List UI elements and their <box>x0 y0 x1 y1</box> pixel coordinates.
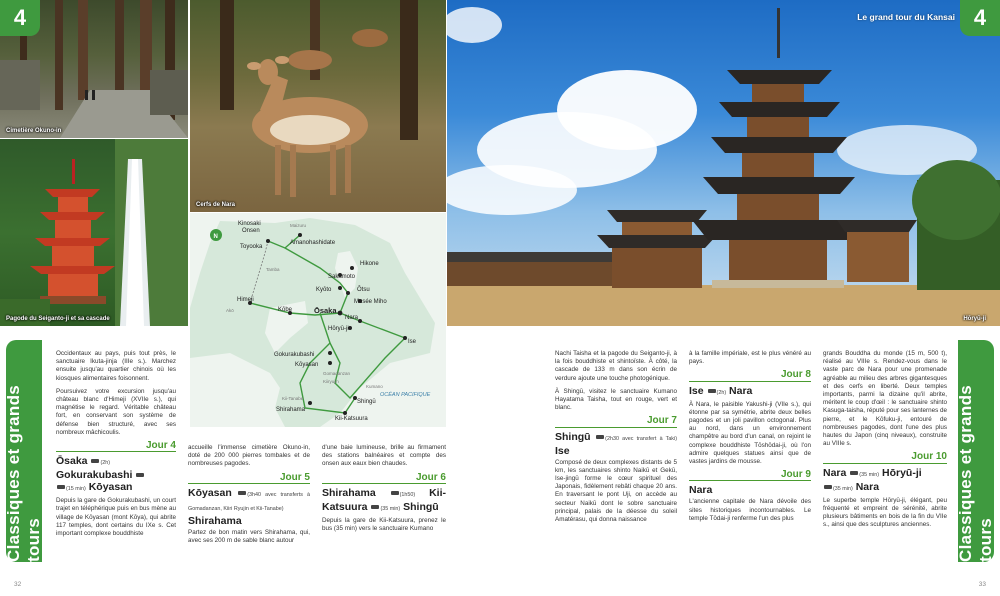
horyuji-illustration <box>447 0 1000 326</box>
paragraph: d'une baie lumineuse, brille au firmament des stations balnéaires et compte des onsen aux eaux bien chaudes. <box>322 444 446 468</box>
paragraph: accueille l'immense cimetière Okuno-in, doté de 200 000 pierres tombales et de nombreuses pagodes. <box>188 444 310 468</box>
page-number-right: 33 <box>978 581 986 588</box>
place-ise: Ise <box>555 444 570 457</box>
duration: (2h30 avec transfert à Taki) <box>605 435 677 442</box>
map-label-ocean: OCÉAN PACIFIQUE <box>380 392 431 398</box>
duration: (1h50) <box>399 491 416 498</box>
paragraph: À Shingū, visitez le sanctuaire Kumano Hayatama Taisha, tout en rouge, vert et blanc. <box>555 387 677 412</box>
map-label-sakamoto: Sakamoto <box>328 274 356 280</box>
photo-pagoda <box>0 139 188 326</box>
deer-illustration <box>190 0 446 212</box>
text-column-5 <box>689 350 811 528</box>
map-label-shirahama: Shirahama <box>276 407 306 413</box>
bus-icon <box>238 491 246 495</box>
place-koyasan: Kōyasan <box>88 481 133 494</box>
place-koyasan: Kōyasan <box>188 486 232 499</box>
day-8-heading: Jour 8 <box>689 371 811 381</box>
place-horyuji: Hōryū-ji <box>881 466 922 479</box>
bus-icon <box>57 485 65 489</box>
day-6-heading: Jour 6 <box>322 474 446 484</box>
bus-icon <box>850 471 858 475</box>
duration: (35 min) <box>380 505 401 512</box>
place-nara: Nara <box>689 484 713 497</box>
map-label-kiikatsuura: Kii-Katsuura <box>335 416 368 422</box>
map-label-kinosaki: Kinosaki <box>238 221 261 227</box>
map-label-toyooka: Toyooka <box>240 244 263 250</box>
chapter-number-left: 4 <box>13 5 27 30</box>
side-title-left <box>6 340 42 562</box>
photo-deer <box>190 0 446 212</box>
map-label-kumano: Kumano <box>366 384 383 389</box>
bus-icon <box>824 485 832 489</box>
place-shingu: Shingū <box>403 500 439 513</box>
text-column-2 <box>188 444 310 550</box>
place-ise: Ise <box>689 384 704 397</box>
svg-text:N: N <box>213 234 218 240</box>
text-column-3 <box>322 444 446 538</box>
place-osaka: Ōsaka <box>56 455 88 468</box>
side-title-right-text: Classiques et grands tours <box>956 384 995 562</box>
page-number-left: 32 <box>14 581 22 588</box>
map-label-otsu: Ōtsu <box>357 287 370 293</box>
map-label-shingu: Shingū <box>357 399 376 405</box>
map-svg <box>190 213 446 427</box>
map-label-koyasan: Kōyasan <box>295 362 319 368</box>
place-nara: Nara <box>729 384 753 397</box>
duration: (15 min) <box>66 486 86 493</box>
caption-horyuji: Hōryū-ji <box>963 316 986 322</box>
map-label-onsen: Onsen <box>242 228 260 234</box>
map-label-horyuji: Hōryū-ji <box>328 326 349 332</box>
place-shingu: Shingū <box>555 430 591 443</box>
bus-icon <box>91 459 99 463</box>
text-column-4 <box>555 350 677 529</box>
duration: (2h) <box>716 389 727 396</box>
place-shirahama: Shirahama <box>322 486 376 499</box>
bus-icon <box>596 435 604 439</box>
map-label-tamba: Tamba <box>266 267 280 272</box>
bus-icon <box>708 389 716 393</box>
place-kiikatsuura: Kii-Katsuura <box>322 486 446 513</box>
map-label-gomadanzan: Gomadanzan <box>323 371 351 376</box>
paragraph: Composé de deux complexes distants de 5 km, les sanctuaires shinto Naikū et Gekū, Ise-jingū forme le cœur spirituel des Japonais, fidèlement rebâti chaque 20 ans. En traversant le pont Uji, on accède au secteur Naikū dont le sobre sanctuaire principal, palais de la déesse du soleil Amatérasu, qui donna naissance <box>555 458 677 524</box>
bus-icon <box>371 505 379 509</box>
pagoda-illustration <box>0 139 188 326</box>
map-label-kobe: Kōbe <box>278 307 293 313</box>
map-label-himeji: Himeji <box>237 297 254 303</box>
place-nara: Nara <box>855 480 880 493</box>
paragraph: Depuis la gare de Kii-Katsuura, prenez le bus (35 min) vers le sanctuaire Kumano <box>322 516 446 533</box>
duration: (2h) <box>100 460 111 467</box>
kansai-map <box>190 213 446 427</box>
header-title: Le grand tour du Kansai <box>857 12 955 22</box>
day-7-heading: Jour 7 <box>555 417 677 427</box>
paragraph: Occidentaux au pays, puis tout près, le sanctuaire Ikuta-jinja (IIIe s.). Marchez ensuite jusqu'au quartier chinois où les kiosques alimentaires foisonnent. <box>56 350 176 382</box>
paragraph: Depuis la gare de Gokurakubashi, un court trajet en téléphérique puis en bus mène au village de Kōyasan (mont Kōya), qui abrite 117 temples, dont certains du IXe s. Cet important complexe bouddhiste <box>56 497 176 538</box>
map-label-amanohashidate: Amanohashidate <box>290 240 336 246</box>
place-gokurakubashi: Gokurakubashi <box>56 469 133 482</box>
map-label-ako: Akō <box>226 308 234 313</box>
side-title-right <box>958 340 994 562</box>
duration: (3h40 avec transferts à Gomadanzan, Kiiri Ryujin et Kii-Tanabe) <box>188 491 311 512</box>
text-column-6 <box>823 350 947 534</box>
caption-deer: Cerfs de Nara <box>196 202 236 208</box>
place-shirahama: Shirahama <box>188 514 242 527</box>
side-title-left-text: Classiques et grands tours <box>4 384 43 562</box>
map-label-gokurakubashi: Gokurakubashi <box>274 352 315 358</box>
day-4-heading: Jour 4 <box>56 442 176 452</box>
chapter-tab-left <box>0 0 40 36</box>
paragraph: À Nara, le paisible Yakushi-ji (VIIe s.), qui étonne par sa symétrie, abrite deux belles pagodes et un joli pavillon octogonal. Plus au nord, dans un environnement champêtre au bord d'un canal, on rejoint le complexe bouddhiste Tōshōdai-ji, où l'on admire quelques statues ainsi que de vastes jardins de mousse. <box>689 400 811 466</box>
map-label-kitanabe: Kii-Tanabe <box>282 396 304 401</box>
paragraph: L'ancienne capitale de Nara dévoile des sites historiques incontournables. Le temple Tōdai-ji renferme l'un des plus <box>689 498 811 522</box>
paragraph: à la famille impériale, est le plus vénéré au pays. <box>689 350 811 366</box>
map-label-kyoto: Kyōto <box>316 287 332 293</box>
paragraph: Partez de bon matin vers Shirahama, qui, avec ses 200 m de sable blanc autour <box>188 528 310 545</box>
day-10-heading: Jour 10 <box>823 453 947 463</box>
map-label-nara: Nara <box>345 315 359 321</box>
map-label-kiiryujin: Kiiryujin <box>323 379 339 384</box>
chapter-number-right: 4 <box>973 5 987 30</box>
place-nara: Nara <box>823 466 847 479</box>
bus-icon <box>136 473 144 477</box>
day-9-heading: Jour 9 <box>689 471 811 481</box>
photo-horyuji <box>447 0 1000 326</box>
duration: (35 min) <box>859 471 880 478</box>
paragraph: Le superbe temple Hōryū-ji, élégant, peu fréquenté et empreint de sérénité, abrite plusieurs bâtiments en bois de la fin du VIIe s., ainsi que des sculptures anciennes. <box>823 496 947 529</box>
map-label-miho: Musée Miho <box>354 299 387 305</box>
caption-pagoda: Pagode du Seiganto-ji et sa cascade <box>6 316 110 322</box>
chapter-tab-right <box>960 0 1000 36</box>
bus-icon <box>391 491 399 495</box>
map-label-maizuru: Maizuru <box>290 223 307 228</box>
map-label-osaka: Ōsaka <box>314 306 337 315</box>
paragraph: grands Bouddha du monde (15 m, 500 t), réalisé au VIIIe s. Rendez-vous dans le vaste parc de Nara pour une promenade agréable au milieu des arbres gigantesques et des cerfs en liberté. Deux temples importants, parmi la dizaine qu'il abrite, méritent le coup d'œil : le sanctuaire shinto Kasuga-taisha, réputé pour ses lanternes de pierre, et le Kōfuku-ji, entouré de nombreuses pagodes, dont l'une des plus hautes du Japon (cinq niveaux), construite au VIIIe s. <box>823 350 947 448</box>
paragraph: Poursuivez votre excursion jusqu'au château blanc d'Himeji (XVIIe s.), qui magnétise le regard. Véritable château fort, en conservant son système de défense bien structuré, avec ses nombreux mâchicoulis. <box>56 387 176 436</box>
day-5-heading: Jour 5 <box>188 474 310 484</box>
map-label-hikone: Hikone <box>360 261 379 267</box>
caption-okunoin: Cimetière Okuno-in <box>6 128 62 134</box>
map-label-ise: Ise <box>408 339 417 345</box>
text-column-1 <box>56 350 176 543</box>
paragraph: Nachi Taisha et la pagode du Seiganto-ji, à la fois bouddhiste et shintoïste. À côté, la cascade de 133 m dans son écrin de verdure ajoute une touche photogénique. <box>555 350 677 382</box>
duration: (35 min) <box>833 485 853 492</box>
